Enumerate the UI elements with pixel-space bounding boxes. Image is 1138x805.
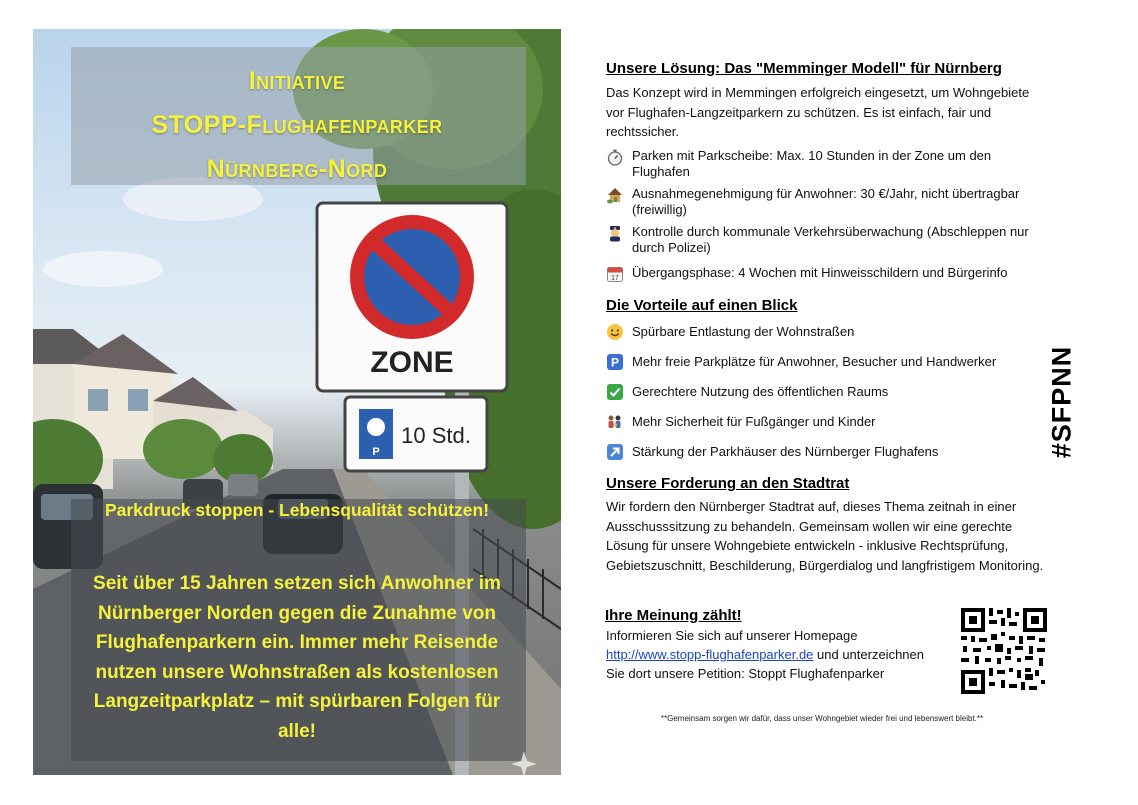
benefits-heading: Die Vorteile auf einen Blick	[606, 297, 798, 314]
footnote: **Gemeinsam sorgen wir dafür, dass unser Wohngebiet wieder frei und lebenswert bleibt.**	[660, 714, 984, 723]
opinion-line-3: Sie dort unsere Petition: Stoppt Flughafenparker	[606, 666, 885, 681]
title-line-1: Initiative	[248, 67, 346, 95]
benefit-item	[606, 382, 1046, 402]
qr-code[interactable]	[959, 606, 1049, 696]
smiley-icon	[606, 323, 624, 341]
flyer-photo-panel	[33, 29, 561, 775]
benefit-item	[606, 412, 1046, 432]
homepage-link[interactable]: http://www.stopp-flughafenparker.de	[606, 647, 814, 662]
benefit-item-text: Stärkung der Parkhäuser des Nürnberger Flughafens	[632, 444, 939, 459]
hashtag: #SFPNN	[1046, 345, 1077, 459]
svg-text:P: P	[610, 355, 620, 370]
stopwatch-icon	[606, 148, 624, 166]
solution-intro: Das Konzept wird in Memmingen erfolgreich eingesetzt, um Wohngebiete vor Flughafen-Langzeitparkern zu schützen. Es ist einfach, fair und rechtssicher.	[606, 85, 1030, 139]
opinion-heading: Ihre Meinung zählt!	[605, 607, 742, 624]
arrow-up-right-icon	[606, 443, 624, 461]
parking-disc-letter: P	[372, 446, 380, 458]
opinion-line-1: Informieren Sie sich auf unserer Homepage	[606, 628, 858, 643]
sparkle-icon	[509, 749, 539, 775]
family-icon	[606, 413, 624, 431]
solution-heading: Unsere Lösung: Das "Memminger Modell" für Nürnberg	[606, 60, 1002, 77]
police-officer-icon	[606, 224, 624, 242]
house-icon	[606, 186, 624, 204]
solution-item-text: Ausnahmegenehmigung für Anwohner: 30 €/Jahr, nicht übertragbar (freiwillig)	[632, 186, 1020, 217]
title-line-3: Nürnberg-Nord	[206, 155, 388, 183]
solution-item-text: Parken mit Parkscheibe: Max. 10 Stunden in der Zone um den Flughafen	[632, 148, 992, 179]
benefit-item	[606, 352, 1046, 372]
check-mark-icon	[606, 383, 624, 401]
opinion-text	[606, 626, 951, 683]
zone-sign-label: ZONE	[370, 346, 454, 379]
opinion-after-link: und unterzeichnen	[813, 647, 924, 662]
svg-text:17: 17	[611, 275, 619, 282]
title-line-2: STOPP-Flughafenparker	[151, 111, 443, 139]
demand-heading: Unsere Forderung an den Stadtrat	[606, 475, 850, 492]
benefit-item-text: Spürbare Entlastung der Wohnstraßen	[632, 324, 855, 339]
time-limit-label: 10 Std.	[401, 423, 471, 448]
initiative-title	[33, 59, 561, 191]
slogan: Parkdruck stoppen - Lebensqualität schützen!	[104, 500, 490, 520]
solution-item-text: Übergangsphase: 4 Wochen mit Hinweisschildern und Bürgerinfo	[632, 265, 1008, 280]
solution-item-text: Kontrolle durch kommunale Verkehrsüberwachung (Abschleppen nur durch Polizei)	[632, 224, 1029, 255]
parking-icon	[606, 353, 624, 371]
benefit-item	[606, 442, 1046, 462]
benefit-item-text: Gerechtere Nutzung des öffentlichen Raums	[632, 384, 889, 399]
benefit-item	[606, 322, 1046, 342]
story-paragraph: Seit über 15 Jahren setzen sich Anwohner im Nürnberger Norden gegen die Zunahme von Flughafenparkern ein. Immer mehr Reisende nutzen unsere Wohnstraßen als kostenlosen Langzeitparkplatz – mit spürbaren Folgen für alle!	[93, 573, 501, 742]
benefit-item-text: Mehr Sicherheit für Fußgänger und Kinder	[632, 414, 876, 429]
calendar-icon	[606, 265, 624, 283]
benefit-item-text: Mehr freie Parkplätze für Anwohner, Besucher und Handwerker	[632, 354, 997, 369]
demand-text: Wir fordern den Nürnberger Stadtrat auf, dieses Thema zeitnah in einer Ausschusssitzung zu behandeln. Gemeinsam wollen wir eine gerechte Lösung für unsere Wohngebiete entwickeln - inklusive Rechtsprüfung, Gebietszuschnitt, Beschilderung, Bürgerdialog und langfristigem Monitoring.	[606, 499, 1044, 573]
